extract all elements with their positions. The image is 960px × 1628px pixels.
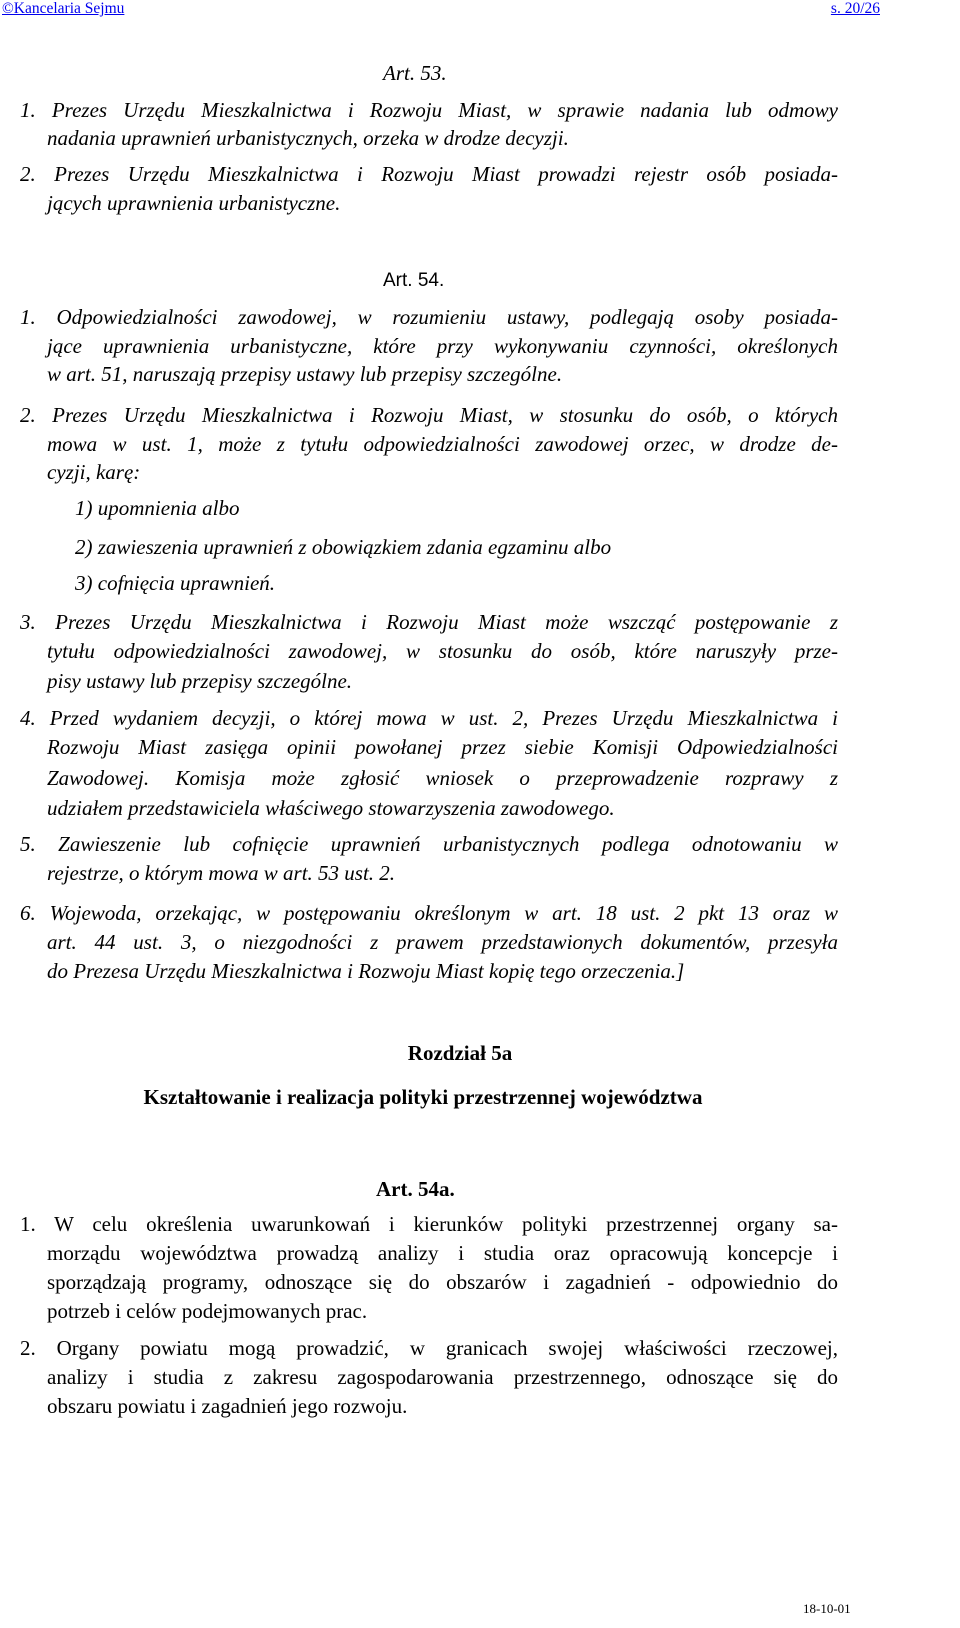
art54-p5-line1: 5. Zawieszenie lub cofnięcie uprawnień urbanistycznych podlega odnotowaniu w [20,832,838,856]
art54-p1-line2: jące uprawnienia urbanistyczne, które przy wykonywaniu czynności, określonych [47,334,838,358]
art54a-p2-line3: obszaru powiatu i zagadnień jego rozwoju. [47,1394,408,1418]
art54-p6-line3: do Prezesa Urzędu Mieszkalnictwa i Rozwoju Miast kopię tego orzeczenia.] [47,959,685,983]
art54-p6-line1: 6. Wojewoda, orzekając, w postępowaniu określonym w art. 18 ust. 2 pkt 13 oraz w [20,901,838,925]
art54-p3-line3: pisy ustawy lub przepisy szczególne. [47,669,353,693]
article-54a-title: Art. 54a. [376,1177,455,1201]
art54a-p1-line3: sporządzają programy, odnoszące się do obszarów i zagadnień - odpowiednio do [47,1270,838,1294]
art54-p5-line2: rejestrze, o którym mowa w art. 53 ust. 2. [47,861,396,885]
art54-p4-line2: Rozwoju Miast zasięga opinii powołanej przez siebie Komisji Odpowiedzialności [47,735,838,759]
art53-p2-line1: 2. Prezes Urzędu Mieszkalnictwa i Rozwoju Miast prowadzi rejestr osób posiada- [20,162,838,186]
art54-p4-line3: Zawodowej. Komisja może zgłosić wniosek o przeprowadzenie rozprawy z [47,766,838,790]
art54-p3-line2: tytułu odpowiedzialności zawodowej, w stosunku do osób, które naruszyły prze- [47,639,838,663]
art54-list-item-3: 3) cofnięcia uprawnień. [75,571,276,595]
art54-p2-line3: cyzji, karę: [47,460,141,484]
art54-p4-line1: 4. Przed wydaniem decyzji, o której mowa w ust. 2, Prezes Urzędu Mieszkalnictwa i [20,706,838,730]
art54-list-item-1: 1) upomnienia albo [75,496,240,520]
art54a-p2-line1: 2. Organy powiatu mogą prowadzić, w granicach swojej właściwości rzeczowej, [20,1336,838,1360]
article-53-title: Art. 53. [383,61,447,85]
article-54-title: Art. 54. [383,270,445,291]
copyright-link[interactable]: ©Kancelaria Sejmu [2,0,125,17]
art54a-p1-line1: 1. W celu określenia uwarunkowań i kierunków polityki przestrzennej organy sa- [20,1212,838,1236]
art54-p1-line3: w art. 51, naruszają przepisy ustawy lub przepisy szczególne. [47,362,563,386]
art54a-p2-line2: analizy i studia z zakresu zagospodarowania przestrzennego, odnoszące się do [47,1365,838,1389]
art54a-p1-line4: potrzeb i celów podejmowanych prac. [47,1299,368,1323]
art54-p6-line2: art. 44 ust. 3, o niezgodności z prawem przedstawionych dokumentów, przesyła [47,930,838,954]
chapter-title: Rozdział 5a [407,1041,513,1065]
art53-p1-line1: 1. Prezes Urzędu Mieszkalnictwa i Rozwoju Miast, w sprawie nadania lub odmowy [20,98,838,122]
chapter-subtitle: Kształtowanie i realizacja polityki przestrzennej województwa [143,1085,703,1109]
art54-p4-line4: udziałem przedstawiciela właściwego stowarzyszenia zawodowego. [47,796,615,820]
art54-list-item-2: 2) zawieszenia uprawnień z obowiązkiem zdania egzaminu albo [75,535,612,559]
art53-p1-line2: nadania uprawnień urbanistycznych, orzeka w drodze decyzji. [47,126,569,150]
art53-p2-line2: jących uprawnienia urbanistyczne. [47,191,341,215]
art54-p2-line1: 2. Prezes Urzędu Mieszkalnictwa i Rozwoju Miast, w stosunku do osób, o których [20,403,838,427]
art54-p2-line2: mowa w ust. 1, może z tytułu odpowiedzialności zawodowej orzec, w drodze de- [47,432,838,456]
page-header [0,0,880,22]
footer-date: 18-10-01 [803,1601,851,1616]
art54a-p1-line2: morządu województwa prowadzą analizy i studia oraz opracowują koncepcje i [47,1241,838,1265]
art54-p3-line1: 3. Prezes Urzędu Mieszkalnictwa i Rozwoju Miast może wszcząć postępowanie z [20,610,838,634]
art54-p1-line1: 1. Odpowiedzialności zawodowej, w rozumieniu ustawy, podlegają osoby posiada- [20,305,838,329]
page-number-link[interactable]: s. 20/26 [830,0,880,17]
